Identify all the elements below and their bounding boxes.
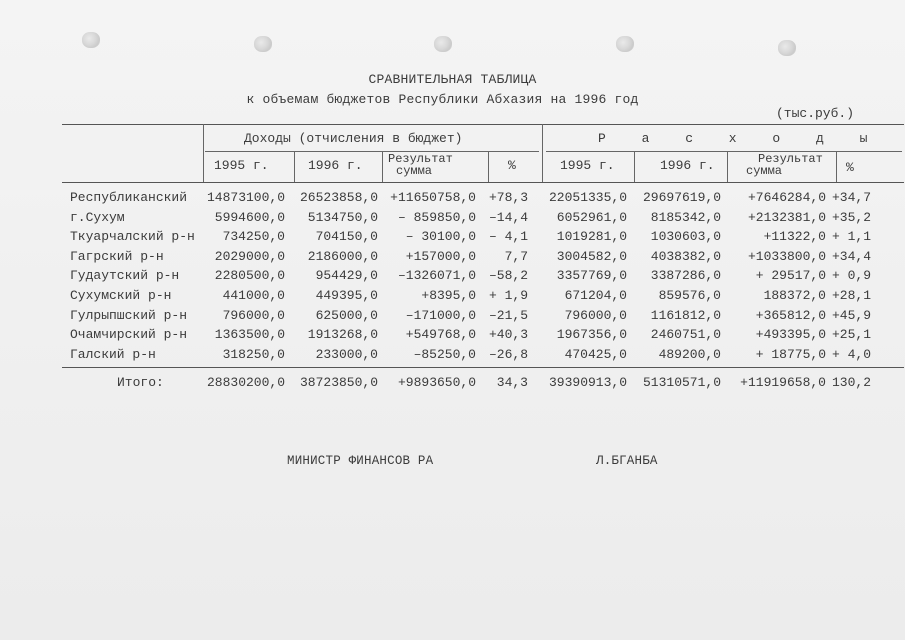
- income-result-header: [388, 153, 453, 177]
- cell-exp-pct: +35,2: [831, 209, 871, 225]
- cell-inc-1996: 1913268,0: [307, 327, 378, 343]
- cell-inc-1995: 2280500,0: [214, 268, 285, 284]
- cell-inc-diff: +11650758,0: [390, 190, 476, 205]
- col-divider: [488, 151, 489, 182]
- cell-inc-diff: – 859850,0: [397, 209, 476, 225]
- income-result-header-line2: сумма: [396, 164, 433, 178]
- cell-exp-pct: +25,1: [831, 327, 871, 343]
- cell-inc-1996: 233000,0: [315, 346, 378, 362]
- cell-exp-1996: 859576,0: [658, 288, 721, 303]
- document-subtitle: к объемам бюджетов Республики Абхазия на 1996 год: [246, 92, 639, 107]
- table-row: [0, 268, 905, 287]
- row-label: г.Сухум: [70, 209, 125, 225]
- col-divider: [203, 124, 204, 182]
- table-row: [0, 229, 905, 248]
- cell-inc-pct: 7,7: [504, 248, 528, 264]
- cell-exp-pct: +28,1: [831, 288, 871, 303]
- cell-inc-1996: 2186000,0: [307, 248, 378, 264]
- document-title: СРАВНИТЕЛЬНАЯ ТАБЛИЦА: [368, 72, 537, 87]
- cell-exp-diff: 188372,0: [763, 288, 826, 303]
- cell-exp-diff: +11322,0: [763, 229, 826, 245]
- cell-exp-1995: 3004582,0: [556, 248, 627, 264]
- cell-exp-diff: + 18775,0: [755, 346, 826, 362]
- cell-inc-diff: +549768,0: [405, 327, 476, 343]
- cell-exp-1996: 8185342,0: [650, 209, 721, 225]
- expense-subheader-rule: [546, 151, 902, 152]
- cell-exp-1996: 2460751,0: [650, 327, 721, 343]
- punch-hole: [778, 40, 796, 56]
- cell-exp-diff: +1033800,0: [747, 248, 826, 264]
- cell-exp-1995: 1967356,0: [556, 327, 627, 343]
- punch-hole: [82, 32, 100, 48]
- table-top-rule: [62, 124, 904, 125]
- total-exp-diff: +11919658,0: [740, 375, 826, 390]
- table-row: [0, 327, 905, 346]
- cell-exp-1996: 489200,0: [658, 346, 721, 362]
- col-divider: [294, 151, 295, 182]
- cell-inc-diff: – 30100,0: [405, 229, 476, 245]
- cell-inc-pct: +40,3: [488, 327, 528, 343]
- cell-inc-1995: 2029000,0: [214, 248, 285, 264]
- row-label: Галский р-н: [70, 346, 156, 362]
- row-label: Гудаутский р-н: [70, 268, 180, 284]
- total-inc-1996: 38723850,0: [299, 375, 378, 390]
- cell-exp-1996: 29697619,0: [642, 190, 721, 205]
- total-inc-1995: 28830200,0: [206, 375, 285, 390]
- cell-exp-1995: 796000,0: [564, 307, 627, 323]
- cell-inc-1996: 625000,0: [315, 307, 378, 323]
- cell-inc-1995: 734250,0: [222, 229, 285, 245]
- expense-result-header: [746, 153, 823, 177]
- col-divider: [542, 124, 543, 182]
- cell-inc-1995: 1363500,0: [214, 327, 285, 343]
- total-exp-1996: 51310571,0: [642, 375, 721, 390]
- cell-exp-1995: 6052961,0: [556, 209, 627, 225]
- row-label: Ткуарчалский р-н: [70, 229, 195, 245]
- cell-exp-1995: 22051335,0: [548, 190, 627, 205]
- cell-exp-pct: +34,4: [831, 248, 871, 264]
- row-label: Очамчирский р-н: [70, 327, 188, 343]
- cell-inc-1995: 5994600,0: [214, 209, 285, 225]
- cell-inc-1996: 5134750,0: [307, 209, 378, 225]
- cell-inc-pct: –26,8: [488, 346, 528, 362]
- cell-inc-pct: –21,5: [488, 307, 528, 323]
- cell-inc-pct: + 1,9: [488, 288, 528, 303]
- cell-inc-diff: –1326071,0: [397, 268, 476, 284]
- col-divider: [727, 151, 728, 182]
- cell-exp-1996: 4038382,0: [650, 248, 721, 264]
- table-row: [0, 347, 905, 366]
- cell-exp-1995: 470425,0: [564, 346, 627, 362]
- cell-exp-1996: 1030603,0: [650, 229, 721, 245]
- cell-inc-1996: 26523858,0: [299, 190, 378, 205]
- punch-hole: [616, 36, 634, 52]
- cell-exp-diff: +365812,0: [755, 307, 826, 323]
- table-row: [0, 288, 905, 307]
- cell-inc-pct: – 4,1: [488, 229, 528, 245]
- signature-name: Л.БГАНБА: [596, 454, 658, 468]
- punch-hole: [254, 36, 272, 52]
- table-row: [0, 249, 905, 268]
- cell-inc-diff: +157000,0: [405, 248, 476, 264]
- income-1996-header: 1996 г.: [308, 158, 363, 173]
- cell-exp-1995: 1019281,0: [556, 229, 627, 245]
- total-exp-1995: 39390913,0: [548, 375, 627, 390]
- punch-hole: [434, 36, 452, 52]
- cell-exp-pct: + 4,0: [831, 346, 871, 362]
- expense-1996-header: 1996 г.: [660, 158, 715, 173]
- cell-exp-1996: 1161812,0: [650, 307, 721, 323]
- table-header-rule: [62, 182, 904, 183]
- expense-group-header: Р а с х о д ы: [598, 131, 882, 146]
- cell-inc-pct: +78,3: [488, 190, 528, 205]
- cell-inc-1995: 441000,0: [222, 288, 285, 303]
- total-exp-pct: 130,2: [831, 375, 871, 390]
- row-label: Республиканский: [70, 190, 188, 205]
- cell-exp-1995: 3357769,0: [556, 268, 627, 284]
- cell-exp-diff: + 29517,0: [755, 268, 826, 284]
- cell-exp-1995: 671204,0: [564, 288, 627, 303]
- table-row: [0, 190, 905, 209]
- cell-inc-pct: –58,2: [488, 268, 528, 284]
- expense-percent-header: %: [846, 160, 854, 175]
- cell-inc-diff: –85250,0: [413, 346, 476, 362]
- cell-inc-1996: 954429,0: [315, 268, 378, 284]
- total-inc-diff: +9893650,0: [397, 375, 476, 390]
- cell-inc-1995: 318250,0: [222, 346, 285, 362]
- table-total-rule: [62, 367, 904, 368]
- cell-exp-diff: +2132381,0: [747, 209, 826, 225]
- cell-exp-pct: +45,9: [831, 307, 871, 323]
- col-divider: [382, 151, 383, 182]
- table-row: [0, 308, 905, 327]
- cell-exp-pct: + 0,9: [831, 268, 871, 284]
- cell-inc-diff: +8395,0: [421, 288, 476, 303]
- income-group-header: Доходы (отчисления в бюджет): [244, 131, 463, 146]
- cell-inc-diff: –171000,0: [405, 307, 476, 323]
- col-divider: [634, 151, 635, 182]
- cell-exp-diff: +7646284,0: [747, 190, 826, 205]
- units-label: (тыс.руб.): [776, 106, 855, 121]
- income-percent-header: %: [508, 158, 516, 173]
- expense-result-header-line1: Результат: [758, 152, 823, 166]
- table-row: [0, 210, 905, 229]
- cell-inc-1995: 796000,0: [222, 307, 285, 323]
- cell-exp-pct: + 1,1: [831, 229, 871, 245]
- row-label: Гагрский р-н: [70, 248, 164, 264]
- cell-exp-diff: +493395,0: [755, 327, 826, 343]
- income-result-header-line1: Результат: [388, 152, 453, 166]
- cell-inc-pct: –14,4: [488, 209, 528, 225]
- cell-exp-1996: 3387286,0: [650, 268, 721, 284]
- cell-inc-1995: 14873100,0: [206, 190, 285, 205]
- total-label: Итого:: [117, 375, 164, 390]
- total-inc-pct: 34,3: [496, 375, 528, 390]
- cell-exp-pct: +34,7: [831, 190, 871, 205]
- expense-1995-header: 1995 г.: [560, 158, 615, 173]
- cell-inc-1996: 704150,0: [315, 229, 378, 245]
- col-divider: [836, 151, 837, 182]
- income-1995-header: 1995 г.: [214, 158, 269, 173]
- cell-inc-1996: 449395,0: [315, 288, 378, 303]
- signature-position: МИНИСТР ФИНАНСОВ РА: [287, 454, 434, 468]
- row-label: Сухумский р-н: [70, 288, 172, 303]
- total-row: [0, 375, 905, 394]
- expense-result-header-line2: сумма: [746, 164, 783, 178]
- row-label: Гулрыпшский р-н: [70, 307, 188, 323]
